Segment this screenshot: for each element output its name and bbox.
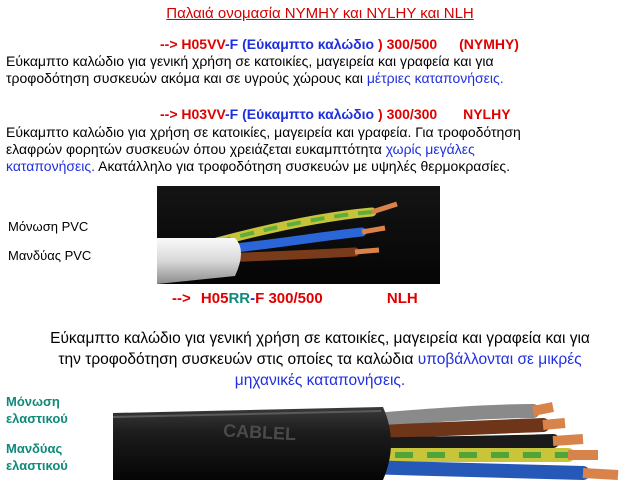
section1-line1: Εύκαμπτο καλώδιο για γενική χρήση σε κατοικίες, μαγειρεία και γραφεία και για [6, 53, 494, 69]
pvc-insulation-label: Μόνωση PVC [8, 219, 89, 234]
section3-line1: Εύκαμπτο καλώδιο για γενική χρήση σε κατοικίες, μαγειρεία και γραφεία και για [50, 330, 590, 347]
section3-heading: --> H05RR-F 300/500 NLH [172, 290, 418, 307]
section2-line1: Εύκαμπτο καλώδιο για χρήση σε κατοικίες, μαγειρεία και γραφεία. Για τροφοδότηση [6, 124, 521, 140]
section3-line2: την τροφοδότηση συσκευών στις οποίες τα καλώδια υποβάλλονται σε μικρές [58, 351, 582, 368]
rubber-cable-print: CABLEL [222, 420, 297, 445]
pvc-cable-illustration [157, 186, 440, 284]
section2-heading: --> H03VV-F (Εύκαμπτο καλώδιο ) 300/300 NYLHY [160, 106, 511, 122]
rubber-insulation-label: Μόνωση ελαστικού [6, 394, 68, 426]
pvc-sheath-label: Μανδύας PVC [8, 248, 92, 263]
rubber-sheath-label: Μανδύας ελαστικού [6, 441, 68, 473]
page-title: Παλαιά ονομασία NYMHY και NYLHY και NLH [166, 5, 474, 22]
rubber-cable-illustration [113, 393, 640, 480]
section3-line3: μηχανικές καταπονήσεις. [234, 372, 406, 389]
section1-heading: --> H05VV-F (Εύκαμπτο καλώδιο ) 300/500 (NYMHY) [160, 36, 519, 52]
section2-line2: ελαφρών φορητών συσκευών όπου χρειάζεται ευκαμπτότητα χωρίς μεγάλες [6, 141, 475, 157]
pvc-cable-image [157, 186, 440, 284]
section1-line2: τροφοδότηση συσκευών ακόμα και σε υγρούς χώρους και μέτριες καταπονήσεις. [6, 70, 504, 86]
rubber-cable-image [113, 393, 640, 480]
section2-line3: καταπονήσεις. Ακατάλληλο για τροφοδότηση συσκευών με υψηλές θερμοκρασίες. [6, 158, 511, 174]
